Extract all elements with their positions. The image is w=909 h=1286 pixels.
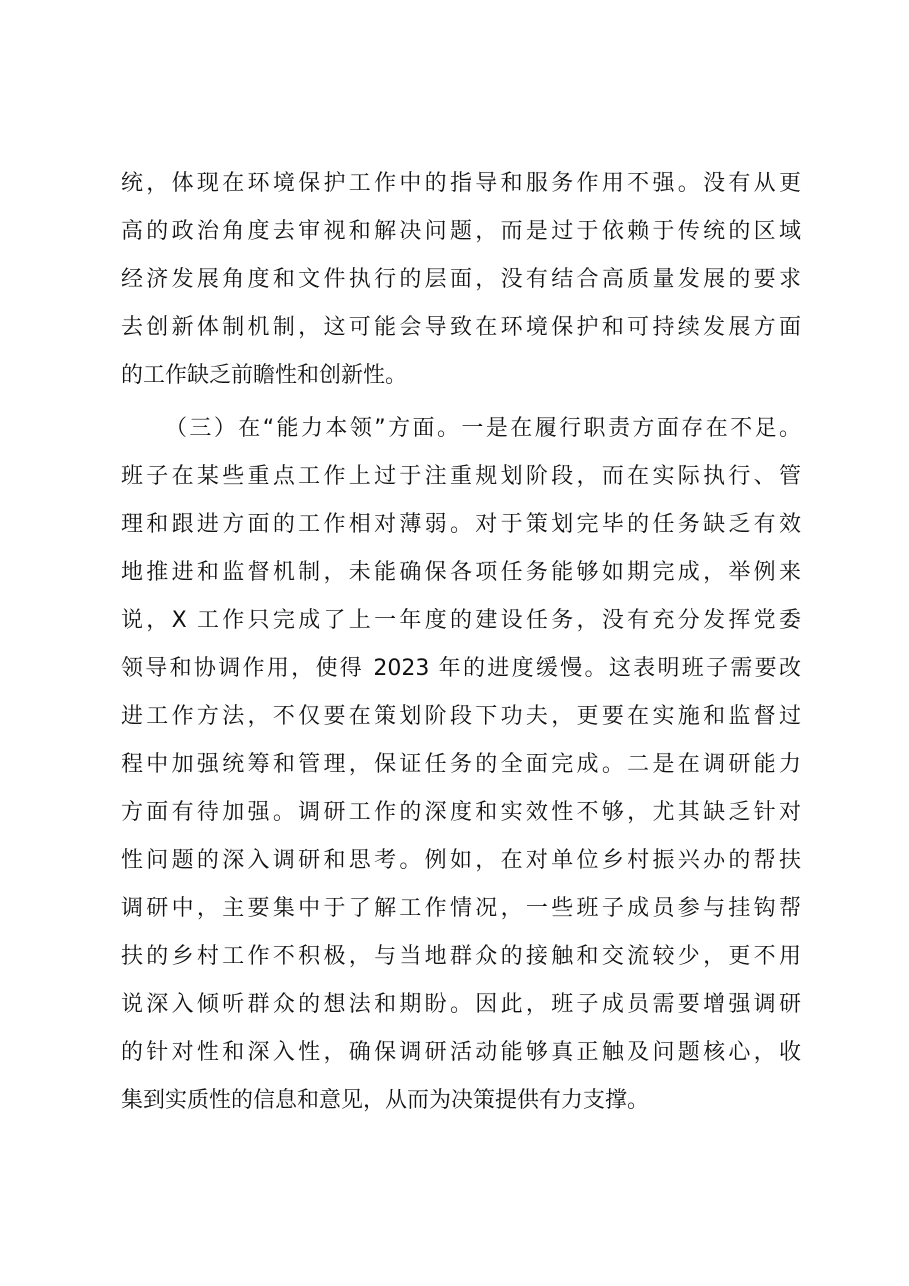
text-line: 地推进和监督机制，未能确保各项任务能够如期完成，举例来 bbox=[121, 560, 801, 585]
text-line: 扶的乡村工作不积极，与当地群众的接触和交流较少，更不用 bbox=[121, 944, 801, 969]
text-line: 理和跟进方面的工作相对薄弱。对于策划完毕的任务缺乏有效 bbox=[121, 512, 801, 537]
text-line: 经济发展角度和文件执行的层面，没有结合高质量发展的要求 bbox=[121, 267, 801, 292]
text-line: 性问题的深入调研和思考。例如，在对单位乡村振兴办的帮扶 bbox=[121, 848, 801, 873]
text-line: 统，体现在环境保护工作中的指导和服务作用不强。没有从更 bbox=[121, 171, 801, 196]
text-line: 集到实质性的信息和意见，从而为决策提供有力支撑。 bbox=[121, 1088, 650, 1113]
paragraph-continued bbox=[121, 160, 801, 400]
text-line: 的工作缺乏前瞻性和创新性。 bbox=[121, 363, 408, 388]
text-line: 领导和协调作用，使得 2023 年的进度缓慢。这表明班子需要改 bbox=[121, 656, 801, 681]
text-line: 方面有待加强。调研工作的深度和实效性不够，尤其缺乏针对 bbox=[121, 800, 801, 825]
text-line: 进工作方法，不仅要在策划阶段下功夫，更要在实施和监督过 bbox=[121, 704, 801, 729]
text-line: 说深入倾听群众的想法和期盼。因此，班子成员需要增强调研 bbox=[121, 992, 801, 1017]
section-heading-line: （三）在“能力本领”方面。一是在履行职责方面存在不足。 bbox=[165, 416, 801, 441]
text-line: 的针对性和深入性，确保调研活动能够真正触及问题核心，收 bbox=[121, 1040, 801, 1065]
text-line: 去创新体制机制，这可能会导致在环境保护和可持续发展方面 bbox=[121, 315, 801, 340]
text-line: 调研中，主要集中于了解工作情况，一些班子成员参与挂钩帮 bbox=[121, 896, 801, 921]
text-line: 说，X 工作只完成了上一年度的建设任务，没有充分发挥党委 bbox=[121, 608, 801, 633]
text-line: 高的政治角度去审视和解决问题，而是过于依赖于传统的区域 bbox=[121, 219, 801, 244]
paragraph-ability-section bbox=[121, 405, 801, 1125]
text-line: 程中加强统筹和管理，保证任务的全面完成。二是在调研能力 bbox=[121, 752, 801, 777]
text-line: 班子在某些重点工作上过于注重规划阶段，而在实际执行、管 bbox=[121, 464, 801, 489]
